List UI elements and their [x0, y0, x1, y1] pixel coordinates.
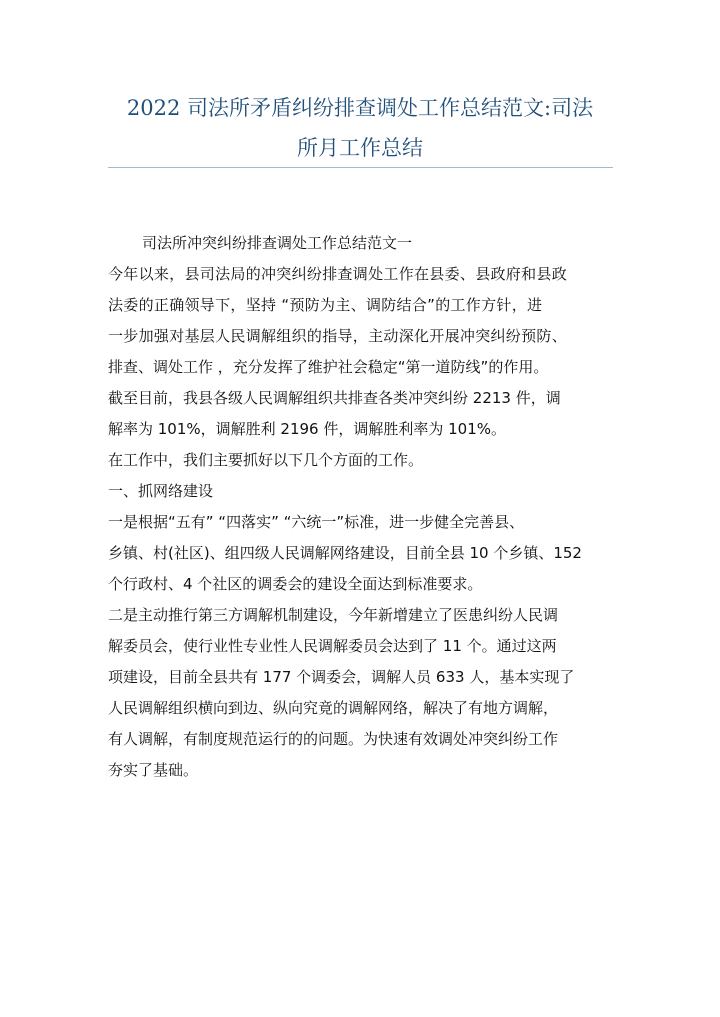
- body-text-line: 一是根据“五有” “四落实” “六统一”标准，进一步健全完善县、: [108, 513, 525, 531]
- body-text-line: 项建设，目前全县共有 177 个调委会，调解人员 633 人，基本实现了: [108, 668, 575, 686]
- body-text-line: 解率为 101%，调解胜利 2196 件，调解胜利率为 101%。: [108, 420, 507, 438]
- body-text-line: 截至目前，我县各级人民调解组织共排查各类冲突纠纷 2213 件，调: [108, 389, 561, 407]
- body-text-line: 今年以来，县司法局的冲突纠纷排查调处工作在县委、县政府和县政: [108, 265, 568, 283]
- body-text-line: 二是主动推行第三方调解机制建设，今年新增建立了医患纠纷人民调: [108, 606, 559, 624]
- body-text-line: 个行政村、4 个社区的调委会的建设全面达到标准要求。: [108, 575, 483, 593]
- body-text-line: 人民调解组织横向到边、纵向究竟的调解网络，解决了有地方调解，: [108, 699, 559, 717]
- section-subtitle: 司法所冲突纠纷排查调处工作总结范文一: [142, 234, 413, 252]
- body-text-line: 夯实了基础。: [108, 761, 199, 779]
- section-heading: 一、抓网络建设: [108, 482, 214, 500]
- body-text-line: 一步加强对基层人民调解组织的指导，主动深化开展冲突纠纷预防、: [108, 327, 568, 345]
- body-text-line: 排查、调处工作 ，充分发挥了维护社会稳定“第一道防线”的作用。: [108, 358, 549, 376]
- body-text-line: 在工作中，我们主要抓好以下几个方面的工作。: [108, 451, 424, 469]
- title-divider: [108, 167, 613, 168]
- document-title-line-2: 所月工作总结: [297, 136, 423, 160]
- document-body: [108, 228, 628, 786]
- body-text-line: 法委的正确领导下，坚持 “预防为主、调防结合”的工作方针，进: [108, 296, 543, 314]
- body-text-line: 解委员会，使行业性专业性人民调解委员会达到了 11 个。通过这两: [108, 637, 557, 655]
- document-title: [100, 88, 620, 168]
- body-text-line: 乡镇、村(社区)、组四级人民调解网络建设，目前全县 10 个乡镇、152: [108, 544, 582, 562]
- document-title-line-1: 2022 司法所矛盾纠纷排查调处工作总结范文:司法: [126, 96, 594, 120]
- body-text-line: 有人调解，有制度规范运行的的问题。为快速有效调处冲突纠纷工作: [108, 730, 559, 748]
